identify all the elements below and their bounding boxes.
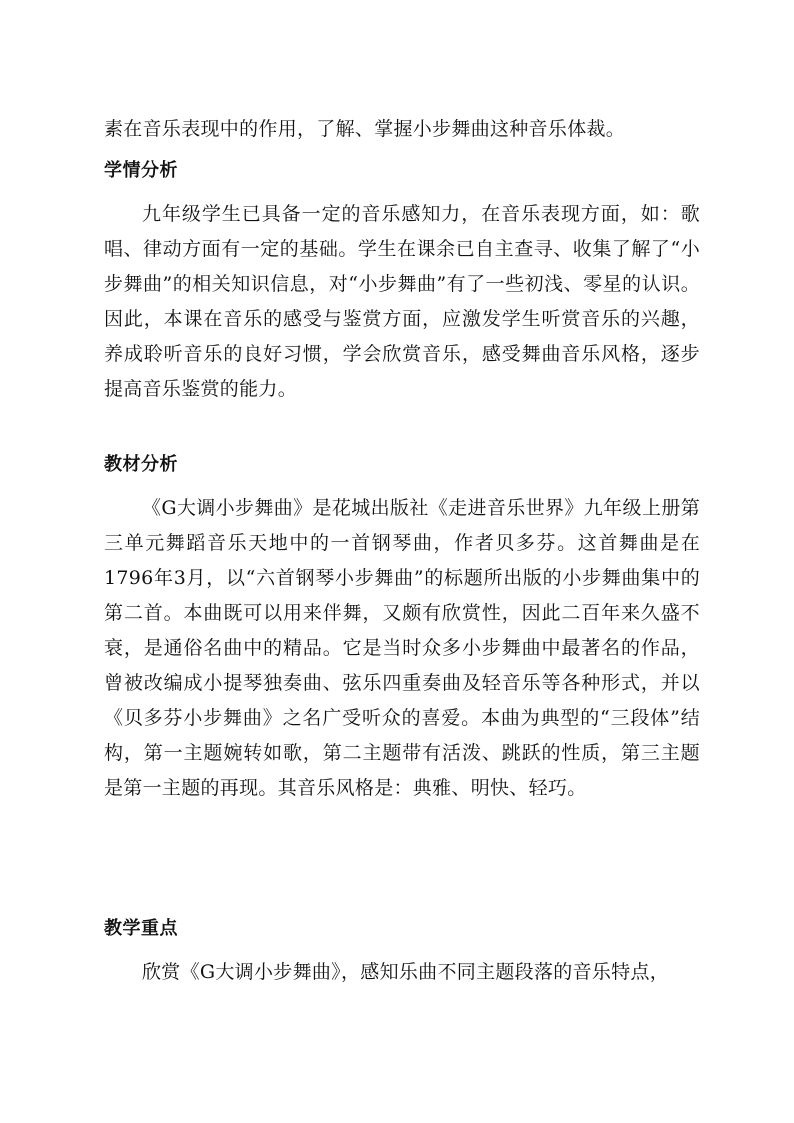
section-body-teaching-focus — [104, 955, 700, 990]
section-heading-material-analysis: 教材分析 — [104, 454, 178, 475]
section-body-learning-analysis — [104, 197, 700, 407]
intro-line: 素在音乐表现中的作用，了解、掌握小步舞曲这种音乐体裁。 — [104, 118, 626, 140]
paragraph-teaching-focus: 欣赏《G大调小步舞曲》，感知乐曲不同主题段落的音乐特点， — [142, 961, 670, 983]
paragraph-learning-analysis: 九年级学生已具备一定的音乐感知力，在音乐表现方面，如：歌唱、律动方面有一定的基础。学生在课余已自主查寻、收集了解了“小步舞曲”的相关知识信息，对“小步舞曲”有了一些初浅、零星的认识。 因此，本课在音乐的感受与鉴赏方面，应激发学生听赏音乐的兴趣，养成聆听音乐的良好习惯，学会欣赏音乐，感受舞曲音乐风格，逐步提高音乐鉴赏的能力。 — [104, 203, 700, 400]
paragraph-material-analysis: 《G大调小步舞曲》是花城出版社《走进音乐世界》九年级上册第三单元舞蹈音乐天地中的一首钢琴曲，作者贝多芬。这首舞曲是在1796年3月，以“六首钢琴小步舞曲”的标题所出版的小步舞曲集中的第二首。本曲既可以用来伴舞，又颇有欣赏性，因此二百年来久盛不衰，是通俗名曲中的精品。它是当时众多小步舞曲中最著名的作品，曾被改编成小提琴独奏曲、弦乐四重奏曲及轻音乐等各种形式，并以《贝多芬小步舞曲》之名广受听众的喜爱。本曲为典型的“三段体”结构，第一主题婉转如歌，第二主题带有活泼、跳跃的性质，第三主题是第一主题的再现。其音乐风格是：典雅、明快、轻巧。 — [104, 497, 700, 799]
intro-text — [104, 112, 700, 147]
section-body-material-analysis — [104, 491, 700, 806]
section-heading-learning-analysis: 学情分析 — [104, 160, 178, 181]
section-heading-teaching-focus: 教学重点 — [104, 918, 178, 939]
